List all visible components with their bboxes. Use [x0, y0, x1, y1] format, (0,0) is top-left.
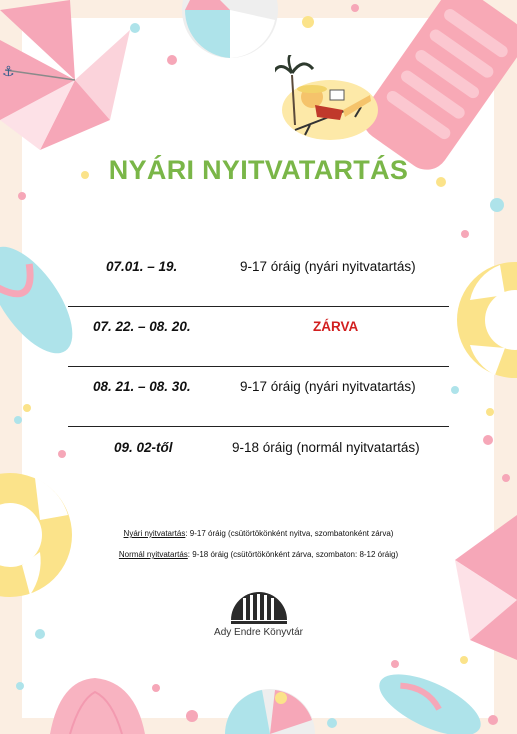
- schedule-date: 07. 22. – 08. 20.: [93, 319, 191, 334]
- closed-status: ZÁRVA: [313, 319, 359, 334]
- schedule-row: [0, 379, 517, 439]
- library-name: Ady Endre Könyvtár: [214, 627, 303, 638]
- schedule-date: 09. 02-től: [114, 440, 173, 455]
- schedule-date: 08. 21. – 08. 30.: [93, 379, 191, 394]
- summer-hours-note: [0, 529, 517, 538]
- page-title: NYÁRI NYITVATARTÁS: [108, 155, 409, 185]
- library-logo: [229, 592, 289, 626]
- schedule-hours: 9-17 óráig (nyári nyitvatartás): [240, 379, 416, 394]
- schedule-hours: 9-17 óráig (nyári nyitvatartás): [240, 259, 416, 274]
- schedule-hours: 9-18 óráig (normál nyitvatartás): [232, 440, 420, 455]
- summer-hours-text: : 9-17 óráig (csütörtökönként nyitva, szombatonként zárva): [185, 529, 394, 538]
- normal-hours-text: : 9-18 óráig (csütörtökönként zárva, szombaton: 8-12 óráig): [187, 550, 399, 559]
- summer-hours-label: Nyári nyitvatartás: [123, 529, 186, 538]
- schedule-row: [0, 259, 517, 319]
- beach-ball-icon: [182, 0, 278, 58]
- normal-hours-note: [0, 550, 517, 559]
- anchor-icon: ⚓: [2, 64, 15, 80]
- normal-hours-label: Normál nyitvatartás: [118, 550, 188, 559]
- umbrella-icon: [0, 0, 130, 150]
- divider: [68, 366, 449, 367]
- sunbather-illustration: [275, 55, 385, 145]
- divider: [68, 426, 449, 427]
- divider: [68, 306, 449, 307]
- schedule-date: 07.01. – 19.: [106, 259, 178, 274]
- beach-ball-icon: [225, 689, 315, 734]
- shell-icon: [50, 678, 145, 734]
- schedule-row: [0, 440, 517, 500]
- schedule-row: [0, 319, 517, 379]
- flip-flop-icon: [371, 662, 489, 734]
